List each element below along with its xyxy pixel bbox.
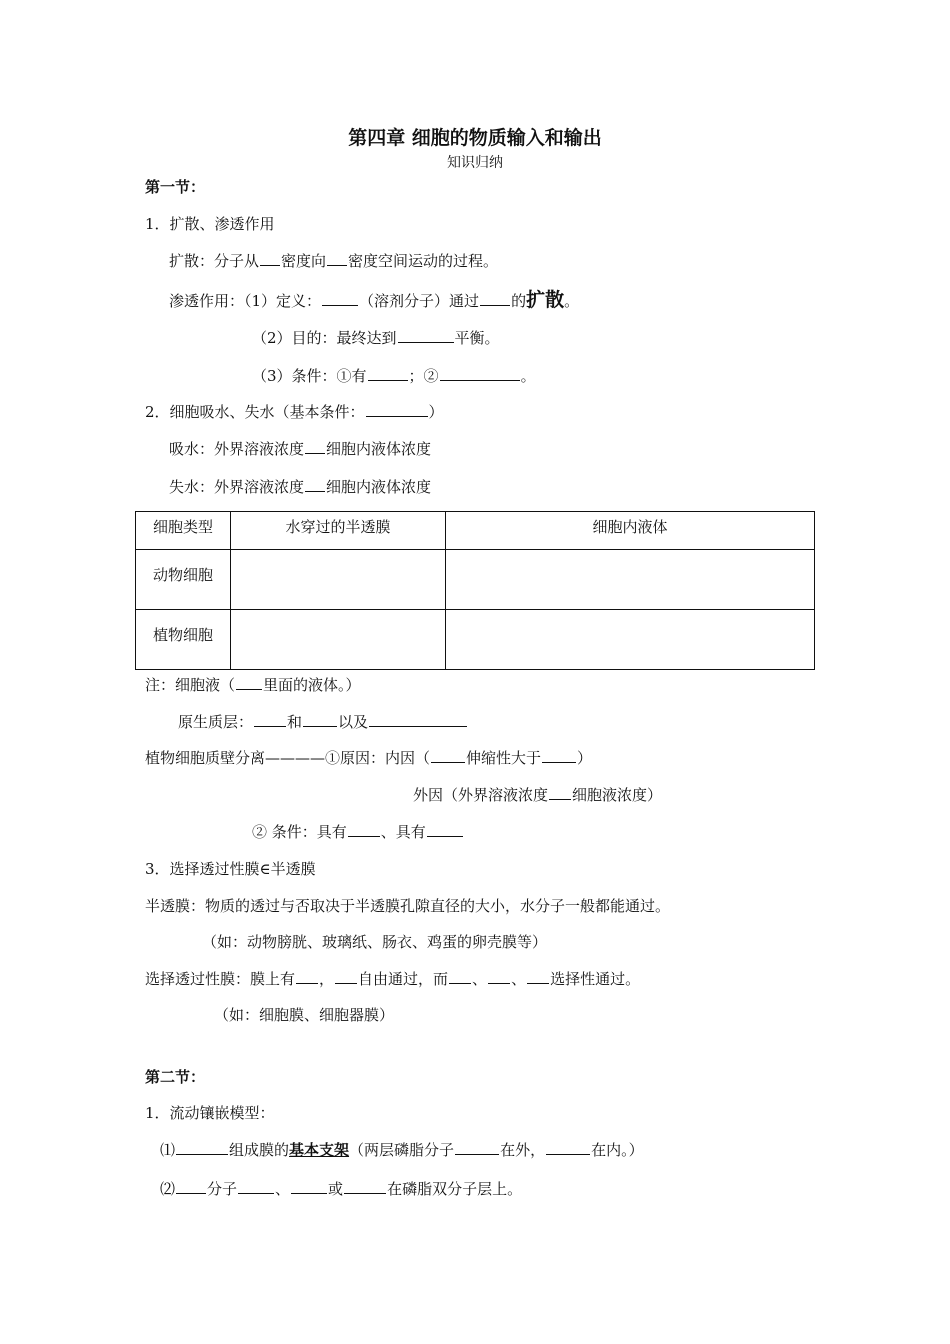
blank xyxy=(549,785,571,800)
table-cell: 植物细胞 xyxy=(136,610,231,670)
blank xyxy=(291,1179,327,1194)
table-row xyxy=(136,550,815,610)
table-header-cell: 水穿过的半透膜 xyxy=(231,512,446,550)
blank xyxy=(369,712,467,727)
osmosis-purpose-line: （2）目的：最终达到 平衡。 xyxy=(252,329,500,347)
blank xyxy=(176,1140,228,1155)
selective-membrane-line: 选择透过性膜：膜上有 ， 自由通过，而 、 、 选择性通过。 xyxy=(145,970,641,988)
semipermeable-examples: （如：动物膀胱、玻璃纸、肠衣、鸡蛋的卵壳膜等） xyxy=(202,933,548,951)
table-cell xyxy=(231,550,446,610)
basic-scaffold-line: ⑴ 组成膜的基本支架（两层磷脂分子 在外， 在内。） xyxy=(160,1141,644,1159)
blank xyxy=(527,969,549,984)
diffusion-line: 扩散：分子从 密度向 密度空间运动的过程。 xyxy=(169,252,499,270)
item-1-fluid-mosaic-model: 1．流动镶嵌模型： xyxy=(145,1104,275,1122)
protein-molecule-line: ⑵ 分子 、 或 在磷脂双分子层上。 xyxy=(160,1180,523,1198)
blank xyxy=(480,291,510,306)
blank xyxy=(335,969,357,984)
item-2-water-line: 2．细胞吸水、失水（基本条件： ） xyxy=(145,403,444,421)
protoplast-layer-line: 原生质层： 和 以及 xyxy=(178,712,468,732)
table-cell xyxy=(446,550,815,610)
table-header-cell: 细胞内液体 xyxy=(446,512,815,550)
table-cell: 动物细胞 xyxy=(136,550,231,610)
blank xyxy=(398,328,454,343)
blank xyxy=(449,969,471,984)
selective-membrane-examples: （如：细胞膜、细胞器膜） xyxy=(214,1006,395,1024)
blank xyxy=(305,439,325,454)
blank xyxy=(296,969,318,984)
table-row xyxy=(136,610,815,670)
blank xyxy=(348,822,380,837)
plasmolysis-cause-line: 植物细胞质壁分离————①原因：内因（ 伸缩性大于 ） xyxy=(145,749,593,767)
blank xyxy=(366,402,428,417)
external-cause-line: 外因（外界溶液浓度 细胞液浓度） xyxy=(413,786,663,804)
page-subtitle: 知识归纳 xyxy=(447,155,503,171)
page-title: 第四章 细胞的物质输入和输出 xyxy=(348,127,602,149)
blank xyxy=(322,291,358,306)
table-cell xyxy=(446,610,815,670)
item-3-selective-membrane: 3．选择透过性膜∈半透膜 xyxy=(145,860,316,878)
note-cell-sap-line: 注：细胞液（ 里面的液体。） xyxy=(145,676,361,694)
plasmolysis-condition-line: ② 条件：具有 、具有 xyxy=(252,822,464,842)
blank xyxy=(431,748,465,763)
lose-water-line: 失水：外界溶液浓度 细胞内液体浓度 xyxy=(169,478,432,496)
blank xyxy=(427,822,463,837)
absorb-water-line: 吸水：外界溶液浓度 细胞内液体浓度 xyxy=(169,440,432,458)
item-1-diffusion-osmosis: 1．扩散、渗透作用 xyxy=(145,215,275,233)
blank xyxy=(305,477,325,492)
osmosis-definition-line: 渗透作用：（1）定义： （溶剂分子）通过 的扩散。 xyxy=(169,289,580,311)
blank xyxy=(238,1179,274,1194)
table-header-cell: 细胞类型 xyxy=(136,512,231,550)
blank xyxy=(260,251,280,266)
blank xyxy=(546,1140,590,1155)
blank xyxy=(344,1179,386,1194)
cell-type-table xyxy=(135,511,815,670)
blank xyxy=(488,969,510,984)
table-header-row xyxy=(136,512,815,550)
blank xyxy=(542,748,576,763)
osmosis-condition-line: （3）条件：①有 ；② 。 xyxy=(252,367,536,385)
blank xyxy=(254,712,286,727)
table-cell xyxy=(231,610,446,670)
blank xyxy=(327,251,347,266)
blank xyxy=(236,675,262,690)
blank xyxy=(455,1140,499,1155)
blank xyxy=(176,1179,206,1194)
blank xyxy=(368,366,408,381)
section-1-heading: 第一节： xyxy=(145,178,206,196)
blank xyxy=(303,712,337,727)
section-2-heading: 第二节： xyxy=(145,1068,206,1086)
semipermeable-definition: 半透膜：物质的透过与否取决于半透膜孔隙直径的大小，水分子一般都能通过。 xyxy=(145,897,671,915)
blank xyxy=(440,366,520,381)
